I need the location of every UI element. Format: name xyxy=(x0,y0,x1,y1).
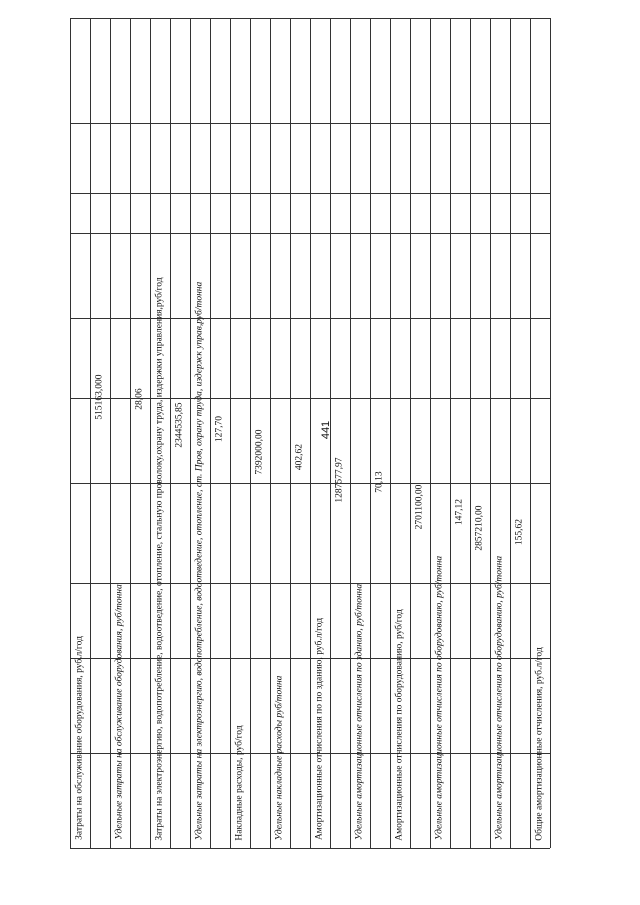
grid-column-line xyxy=(330,18,331,848)
grid-row-line xyxy=(70,848,550,849)
grid-column-line xyxy=(510,18,511,848)
row-label: Затраты на электроэнергию, водопотребление, водоотведение, отопление, стальную проволоку,охрану труда, издержки управления,руб/год xyxy=(154,276,165,841)
row-label: Удельные амортизационные отчисления по оборудованию, руб/тонна xyxy=(434,555,445,841)
grid-column-line xyxy=(70,18,71,848)
row-value: 2344535,85 xyxy=(174,402,185,448)
grid-column-line xyxy=(250,18,251,848)
row-label: Общие амортизационные отчисления, руб.л/год xyxy=(534,646,545,841)
grid-column-line xyxy=(170,18,171,848)
row-value: 127,70 xyxy=(214,416,225,443)
row-label: Удельные амортизационные отчисления по оборудованию, руб/тонна xyxy=(494,555,505,841)
row-label: Накладные расходы, руб/год xyxy=(234,724,245,841)
row-value: 515163,000 xyxy=(94,374,105,420)
row-value: 2701100,00 xyxy=(414,484,425,530)
grid-column-line xyxy=(430,18,431,848)
cost-table xyxy=(70,18,550,848)
row-label: Удельные амортизационные отчисления по зданию, руб/тонна xyxy=(354,583,365,841)
grid-column-line xyxy=(90,18,91,848)
grid-column-line xyxy=(470,18,471,848)
grid-column-line xyxy=(150,18,151,848)
grid-column-line xyxy=(190,18,191,848)
grid-column-line xyxy=(550,18,551,848)
grid-column-line xyxy=(310,18,311,848)
row-value: 1287577,97 xyxy=(334,457,345,503)
row-label: Удельные накладные расходы руб/тонна xyxy=(274,675,285,840)
grid-column-line xyxy=(390,18,391,848)
grid-column-line xyxy=(130,18,131,848)
grid-column-line xyxy=(450,18,451,848)
row-value: 402,62 xyxy=(294,443,305,470)
row-value: 147,12 xyxy=(454,498,465,525)
grid-column-line xyxy=(410,18,411,848)
grid-column-line xyxy=(490,18,491,848)
row-label: Затраты на обслуживание оборудования, руб.л/год xyxy=(74,636,85,840)
grid-column-line xyxy=(270,18,271,848)
grid-column-line xyxy=(290,18,291,848)
row-value: 2857210,00 xyxy=(474,505,485,551)
row-label: Удельные затраты на обслуживание оборудования, руб/тонна xyxy=(114,584,125,840)
row-value: 155,62 xyxy=(514,519,525,546)
grid-column-line xyxy=(370,18,371,848)
grid-column-line xyxy=(210,18,211,848)
grid-column-line xyxy=(530,18,531,848)
grid-column-line xyxy=(110,18,111,848)
row-label: Амортизационные отчисления по по зданию, руб.л/год xyxy=(314,617,325,841)
row-value: 70,13 xyxy=(374,470,385,493)
row-value: 7392000,00 xyxy=(254,429,265,475)
row-value: 28,06 xyxy=(134,388,145,410)
row-label: Амортизационные отчисления по оборудованию, руб/год xyxy=(394,608,405,841)
row-label: Удельные затраты на электроэнергию, водопотребление, водоотведение, отопление, ст. Пров, охрану труда, издержк управ,руб/тонна xyxy=(194,281,205,840)
page-number: 441 xyxy=(320,420,332,440)
grid-column-line xyxy=(230,18,231,848)
grid-column-line xyxy=(350,18,351,848)
